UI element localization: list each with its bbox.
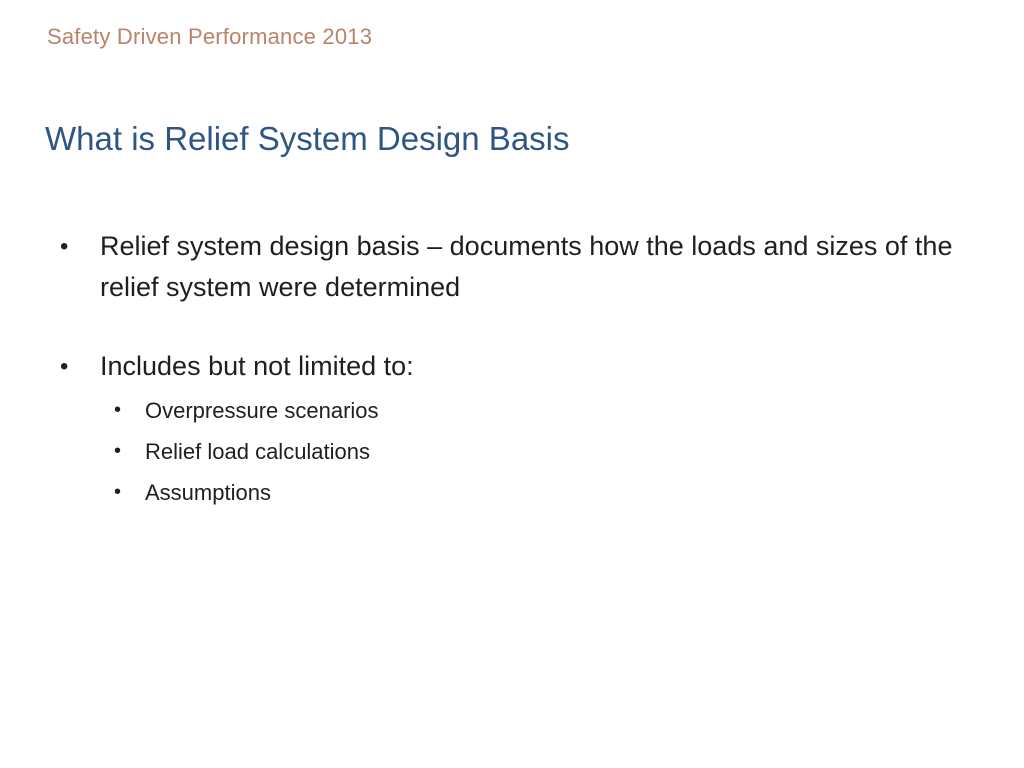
- sub-bullet-point: [114, 431, 960, 472]
- bullet-icon: •: [114, 440, 122, 462]
- sub-bullet-text: Assumptions: [145, 480, 271, 505]
- bullet-icon: •: [114, 399, 122, 421]
- slide-title: What is Relief System Design Basis: [45, 120, 570, 157]
- sub-bullet-point: [114, 390, 960, 431]
- sub-bullet-text: Overpressure scenarios: [145, 398, 379, 423]
- bullet-icon: •: [60, 233, 69, 260]
- sub-bullet-point: [114, 472, 960, 513]
- brand-header: Safety Driven Performance 2013: [47, 24, 373, 49]
- slide-body: [60, 226, 960, 513]
- bullet-point: [60, 346, 960, 387]
- bullet-icon: •: [60, 353, 69, 380]
- bullet-text: Relief system design basis – documents how the loads and sizes of the relief system were determined: [100, 231, 953, 302]
- sub-bullet-list: [60, 390, 960, 513]
- bullet-icon: •: [114, 481, 122, 503]
- bullet-text: Includes but not limited to:: [100, 351, 414, 381]
- bullet-point: [60, 226, 960, 308]
- sub-bullet-text: Relief load calculations: [145, 439, 371, 464]
